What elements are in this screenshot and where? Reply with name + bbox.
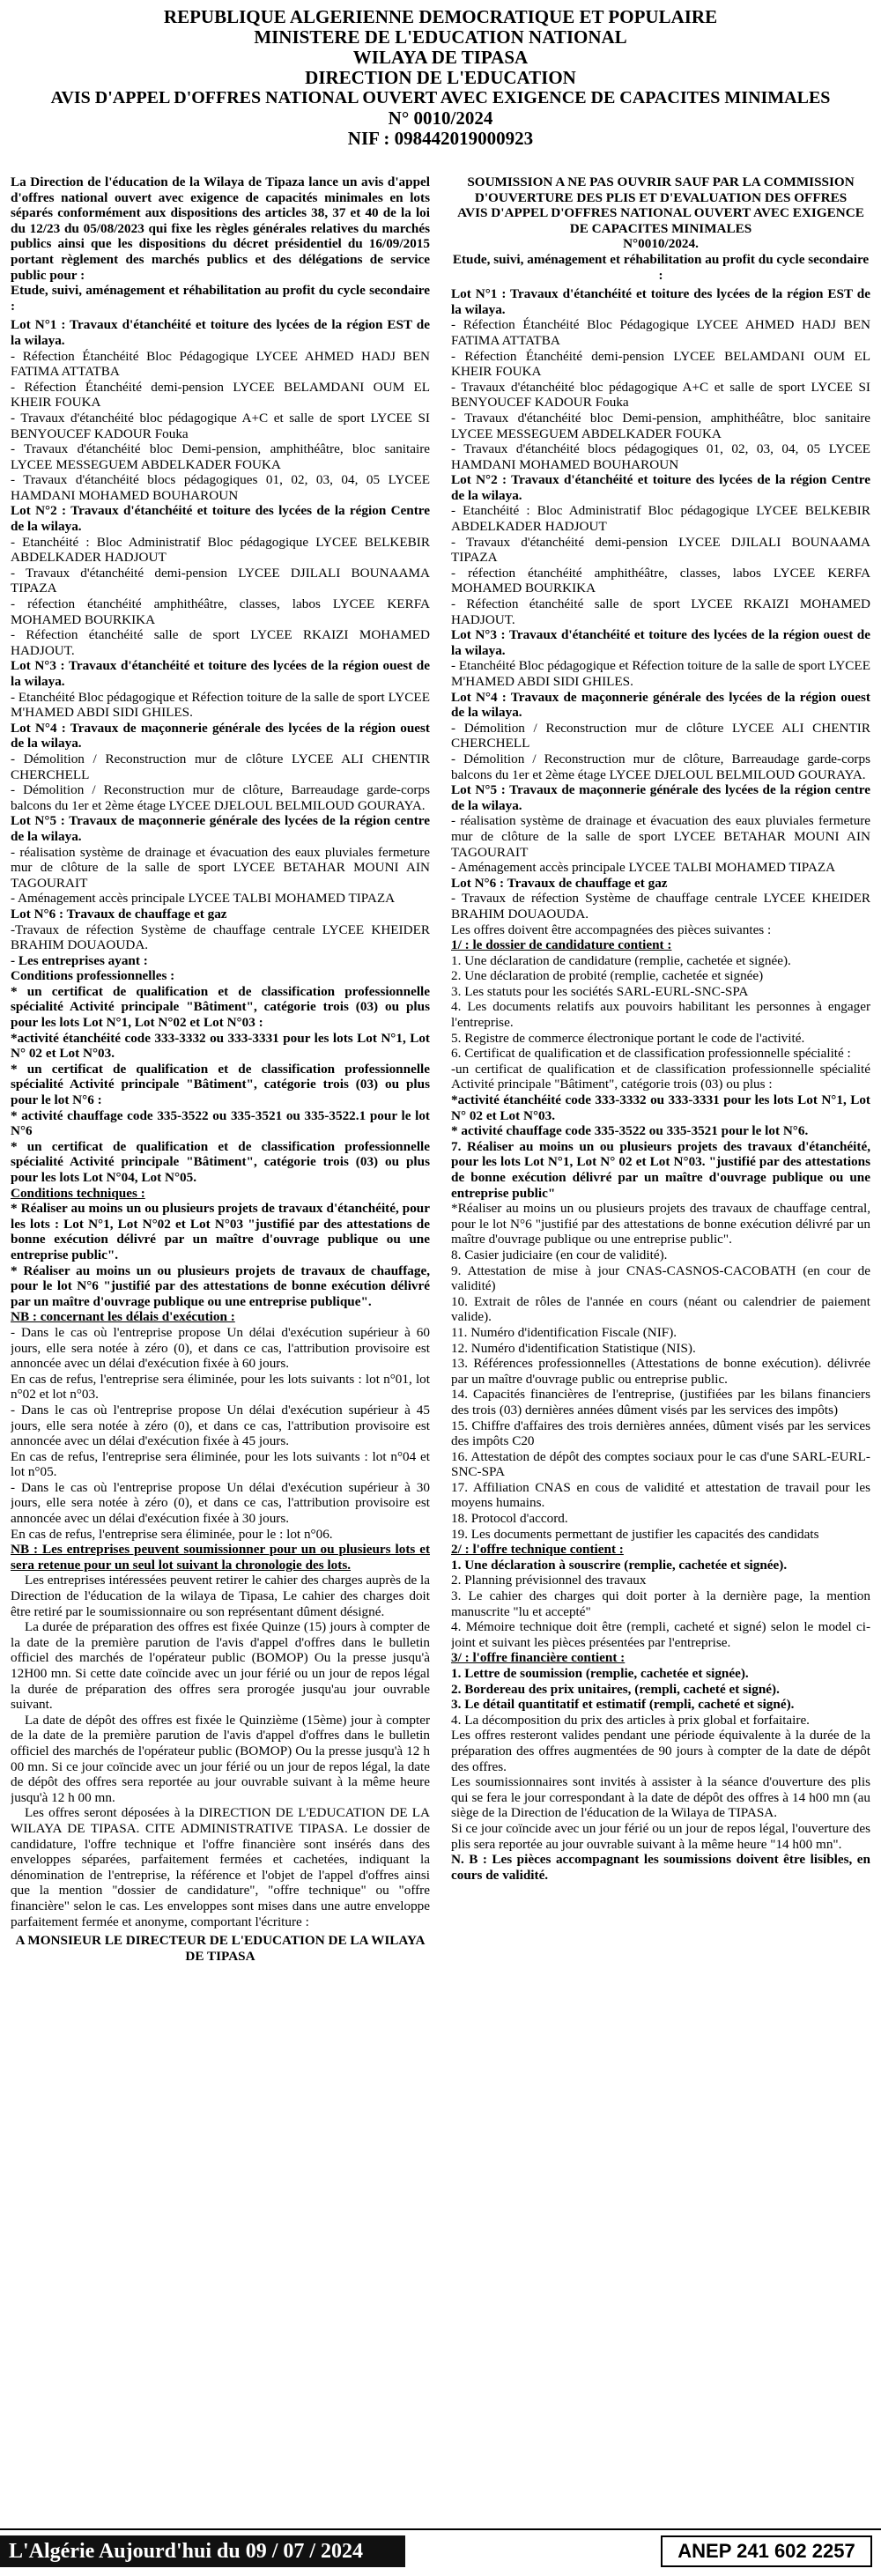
header-ministry: MINISTERE DE L'EDUCATION NATIONAL [254, 26, 627, 48]
right-paragraph: - Réfection Étanchéité Bloc Pédagogique LYCEE AHMED HADJ BEN FATIMA ATTATBA [451, 317, 870, 348]
right-paragraph: 2/ : l'offre technique contient : [451, 1542, 624, 1558]
right-paragraph: Lot N°2 : Travaux d'étanchéité et toiture des lycées de la région Centre de la wilaya. [451, 472, 870, 503]
left-paragraph: En cas de refus, l'entreprise sera éliminée, pour le : lot n°06. [11, 1526, 333, 1542]
right-paragraph: N. B : Les pièces accompagnant les soumissions doivent être lisibles, en cours de validité. [451, 1852, 870, 1883]
right-paragraph: 10. Extrait de rôles de l'année en cours (néant ou calendrier de paiement valide). [451, 1293, 870, 1325]
left-paragraph: - Réfection étanchéité salle de sport LYCEE RKAIZI MOHAMED HADJOUT. [11, 627, 430, 658]
notice-body [11, 174, 870, 2500]
left-column [11, 174, 430, 2500]
right-paragraph: *Réaliser au moins un ou plusieurs projets des travaux de chauffage central, pour le lot N°6 "justifié par des attestations de bonne exécution délivré par un maître d'ouvrage publique ou une entreprise public". [451, 1201, 870, 1247]
left-paragraph: * un certificat de qualification et de classification professionnelle spécialité Activité principale "Bâtiment", catégorie trois (03) ou plus pour les lots Lot N°04, Lot N°05. [11, 1138, 430, 1185]
right-paragraph: Les offres doivent être accompagnées des pièces suivantes : [451, 922, 772, 937]
left-paragraph: - Etanchéité Bloc pédagogique et Réfection toiture de la salle de sport LYCEE M'HAMED ABDI SIDI GHILES. [11, 689, 430, 721]
right-paragraph: 3. Le cahier des charges qui doit porter à la dernière page, la mention manuscrite "lu et accepté" [451, 1588, 870, 1619]
right-paragraph: - Etanchéité : Bloc Administratif Bloc pédagogique LYCEE BELKEBIR ABDELKADER HADJOUT [451, 503, 870, 535]
left-paragraph: - Travaux d'étanchéité bloc Demi-pension, amphithéâtre, bloc sanitaire LYCEE MESSEGUEM ABDELKADER FOUKA [11, 441, 430, 472]
right-paragraph: 8. Casier judiciaire (en cour de validité). [451, 1247, 668, 1262]
left-paragraph: *activité étanchéité code 333-3332 ou 333-3331 pour les lots Lot N°1, Lot N° 02 et Lot N°03. [11, 1030, 430, 1062]
right-paragraph: -un certificat de qualification et de classification professionnelle spécialité Activité principale "Bâtiment", catégorie trois (03) ou plus : [451, 1061, 870, 1092]
right-paragraph: - réalisation système de drainage et évacuation des eaux pluviales fermeture mur de clôture de la salle de sport LYCEE BETAHAR MOUNI AIN TAGOURAIT [451, 813, 870, 860]
left-paragraph: Lot N°4 : Travaux de maçonnerie générale des lycées de la région ouest de la wilaya. [11, 720, 430, 751]
left-paragraph: Etude, suivi, aménagement et réhabilitation au profit du cycle secondaire : [11, 283, 430, 314]
right-paragraph: 2. Bordereau des prix unitaires, (rempli, cacheté et signé). [451, 1681, 780, 1697]
left-paragraph: * Réaliser au moins un ou plusieurs projets de travaux d'étanchéité, pour les lots : Lot N°1, Lot N°02 et Lot N°03 "justifié par des attestations de bonne exécution délivré par un maître d'ouvrage publique ou une entreprise public". [11, 1201, 430, 1262]
left-paragraph: * activité chauffage code 335-3522 ou 335-3521 ou 335-3522.1 pour le lot N°6 [11, 1107, 430, 1139]
right-paragraph: Si ce jour coïncide avec un jour férié ou un jour de repos légal, l'ouverture des plis sera reportée au jour ouvrable suivant à la même heure "14 h00 mn". [451, 1820, 870, 1852]
left-paragraph: Conditions techniques : [11, 1185, 145, 1201]
right-paragraph: 1. Lettre de soumission (remplie, cachetée et signée). [451, 1666, 749, 1681]
right-paragraph: 1. Une déclaration de candidature (remplie, cachetée et signée). [451, 952, 791, 968]
left-paragraph: - Démolition / Reconstruction mur de clôture, Barreaudage garde-corps balcons du 1er et 2ème étage LYCEE DJELOUL BELMILOUD GOURAYA. [11, 782, 430, 813]
left-paragraph: La durée de préparation des offres est fixée Quinze (15) jours à compter de la date de la première parution de l'avis d'appel d'offres dans le bulletin officiel des marchés de l'opérateur public (BOMOP) Ou la presse jusqu'à 12H00 mn. Si cette date coïncide avec un jour férié ou un jour de repos légal la durée de préparation des offres sera prorogée jusqu'au jour ouvrable suivant. [11, 1619, 430, 1713]
right-paragraph: - Travaux d'étanchéité bloc Demi-pension, amphithéâtre, bloc sanitaire LYCEE MESSEGUEM ABDELKADER FOUKA [451, 410, 870, 441]
right-paragraph: - Réfection Étanchéité demi-pension LYCEE BELAMDANI OUM EL KHEIR FOUKA [451, 348, 870, 380]
left-paragraph: Conditions professionnelles : [11, 968, 175, 984]
right-paragraph: Lot N°4 : Travaux de maçonnerie générale des lycées de la région ouest de la wilaya. [451, 689, 870, 721]
right-paragraph: - Démolition / Reconstruction mur de clôture LYCEE ALI CHENTIR CHERCHELL [451, 720, 870, 751]
left-paragraph: * un certificat de qualification et de classification professionnelle spécialité Activité principale "Bâtiment", catégorie trois (03) ou plus pour le lot N°6 : [11, 1061, 430, 1108]
right-paragraph: 15. Chiffre d'affaires des trois dernières années, dûment visés par les services des impôts C20 [451, 1418, 870, 1449]
right-paragraph: 4. Les documents relatifs aux pouvoirs habilitant les personnes à engager l'entreprise. [451, 999, 870, 1031]
right-paragraph: 18. Protocol d'accord. [451, 1511, 568, 1527]
left-paragraph: Les entreprises intéressées peuvent retirer le cahier des charges auprès de la Direction de l'éducation de la wilaya de Tipasa, Le cahier des charges doit être retiré par le soumissionnaire ou son représentant dûment désigné. [11, 1573, 430, 1619]
left-paragraph: Les offres seront déposées à la DIRECTION DE L'EDUCATION DE LA WILAYA DE TIPASA. CITE ADMINISTRATIVE TIPASA. Le dossier de candidature, l'offre technique et l'offre financière sont insérés dans des enveloppes séparées, parfaitement fermées et cachetées, indiquant la dénomination de l'entreprise, la référence et l'objet de l'appel d'offres ainsi que la mention "dossier de candidature", "offre technique" ou "offre financière" selon le cas. Les enveloppes sont mises dans une autre enveloppe parfaitement fermée et anonyme, comportant l'écriture : [11, 1805, 430, 1929]
right-paragraph: Lot N°6 : Travaux de chauffage et gaz [451, 875, 668, 891]
right-paragraph: 3. Le détail quantitatif et estimatif (rempli, cacheté et signé). [451, 1697, 795, 1713]
right-paragraph: 2. Une déclaration de probité (remplie, cachetée et signée) [451, 968, 764, 984]
right-paragraph: 19. Les documents permettant de justifier les capacités des candidats [451, 1526, 819, 1542]
left-paragraph: * un certificat de qualification et de classification professionnelle spécialité Activité principale "Bâtiment", catégorie trois (03) ou plus pour les lots Lot N°1, Lot N°02 et Lot N°03 : [11, 983, 430, 1031]
right-paragraph: 7. Réaliser au moins un ou plusieurs projets des travaux d'étanchéité, pour les lots Lot N°1, Lot N° 02 et Lot N°03. "justifié par des attestations de bonne exécution délivré par un maître d'ouvrage publique ou une entreprise public" [451, 1138, 870, 1201]
right-paragraph: Lot N°5 : Travaux de maçonnerie générale des lycées de la région centre de la wilaya. [451, 782, 870, 813]
right-paragraph: 3/ : l'offre financière contient : [451, 1650, 626, 1666]
header-republic: REPUBLIQUE ALGERIENNE DEMOCRATIQUE ET POPULAIRE [163, 6, 718, 27]
right-paragraph: 11. Numéro d'identification Fiscale (NIF). [451, 1324, 677, 1340]
left-paragraph: - Réfection Étanchéité demi-pension LYCEE BELAMDANI OUM EL KHEIR FOUKA [11, 379, 430, 411]
left-paragraph: Lot N°6 : Travaux de chauffage et gaz [11, 906, 227, 922]
left-paragraph: En cas de refus, l'entreprise sera éliminée, pour les lots suivants : lot n°01, lot n°02 et lot n°03. [11, 1371, 430, 1403]
header-nif: NIF : 098442019000923 [347, 128, 534, 149]
left-paragraph: - réalisation système de drainage et évacuation des eaux pluviales fermeture mur de clôture de la salle de sport LYCEE BETAHAR MOUNI AIN TAGOURAIT [11, 844, 430, 891]
right-paragraph: - Démolition / Reconstruction mur de clôture, Barreaudage garde-corps balcons du 1er et 2ème étage LYCEE DJELOUL BELMILOUD GOURAYA. [451, 751, 870, 782]
right-paragraph: - Travaux d'étanchéité demi-pension LYCEE DJILALI BOUNAAMA TIPAZA [451, 534, 870, 566]
left-paragraph: - Réfection Étanchéité Bloc Pédagogique LYCEE AHMED HADJ BEN FATIMA ATTATBA [11, 348, 430, 380]
right-paragraph: 3. Les statuts pour les sociétés SARL-EURL-SNC-SPA [451, 983, 749, 999]
left-paragraph: Lot N°2 : Travaux d'étanchéité et toiture des lycées de la région Centre de la wilaya. [11, 503, 430, 535]
left-paragraph: - Les entreprises ayant : [11, 952, 148, 968]
left-paragraph: La date de dépôt des offres est fixée le Quinzième (15ème) jour à compter de la date de la première parution de l'avis d'appel d'offres dans le bulletin officiel des marchés de l'opérateur public (BOMOP) Ou la presse jusqu'à 12 h 00 mn. Si ce jour coïncide avec un jour férié ou un jour de repos légal, la date de dépôt des offres sera reportée au jour ouvrable suivant à la même heure jusqu'à 12 h 00 mn. [11, 1712, 430, 1805]
right-paragraph: *activité étanchéité code 333-3332 ou 333-3331 pour les lots Lot N°1, Lot N° 02 et Lot N°03. [451, 1092, 870, 1123]
right-paragraph: 14. Capacités financières de l'entreprise, (justifiées par les bilans financiers des trois (03) dernières années dûment visés par les services des impôts) [451, 1387, 870, 1418]
right-paragraph: 1. Une déclaration à souscrire (remplie, cachetée et signée). [451, 1557, 788, 1573]
left-paragraph: - réfection étanchéité amphithéâtre, classes, labos LYCEE KERFA MOHAMED BOURKIKA [11, 596, 430, 627]
left-paragraph: - Dans le cas où l'entreprise propose Un délai d'exécution supérieur à 45 jours, elle sera notée à zéro (0), et dans ce cas, l'attribution provisoire est annoncée avec un délai d'exécution fixée à 45 jours. [11, 1402, 430, 1449]
left-paragraph: -Travaux de réfection Système de chauffage centrale LYCEE KHEIDER BRAHIM DOUAOUDA. [11, 922, 430, 953]
right-paragraph: 12. Numéro d'identification Statistique (NIS). [451, 1340, 696, 1356]
right-paragraph: - réfection étanchéité amphithéâtre, classes, labos LYCEE KERFA MOHAMED BOURKIKA [451, 565, 870, 596]
right-paragraph: - Aménagement accès principale LYCEE TALBI MOHAMED TIPAZA [451, 860, 836, 876]
left-paragraph: Lot N°1 : Travaux d'étanchéité et toiture des lycées de la région EST de la wilaya. [11, 317, 430, 348]
right-paragraph: SOUMISSION A NE PAS OUVRIR SAUF PAR LA COMMISSION D'OUVERTURE DES PLIS ET D'EVALUATION DES OFFRES [467, 174, 855, 205]
header-number: N° 0010/2024 [388, 107, 493, 129]
left-paragraph: - Travaux d'étanchéité demi-pension LYCEE DJILALI BOUNAAMA TIPAZA [11, 565, 430, 596]
page-footer [0, 2528, 881, 2576]
left-paragraph: - Aménagement accès principale LYCEE TALBI MOHAMED TIPAZA [11, 891, 396, 907]
right-paragraph: 2. Planning prévisionnel des travaux [451, 1573, 647, 1588]
left-paragraph: Lot N°5 : Travaux de maçonnerie générale des lycées de la région centre de la wilaya. [11, 813, 430, 844]
right-paragraph: 4. Mémoire technique doit être (rempli, cacheté et signé) selon le model ci-joint et suivant les pièces présentées par l'entreprise. [451, 1619, 870, 1650]
right-paragraph: Les soumissionnaires sont invités à assister à la séance d'ouverture des plis qui se fera le jour correspondant à la date de dépôt des offres à 14 h00 mn (au siège de la Direction de l'éducation de la Wilaya de TIPASA. [451, 1774, 870, 1821]
right-paragraph: - Travaux de réfection Système de chauffage centrale LYCEE KHEIDER BRAHIM DOUAOUDA. [451, 891, 870, 922]
right-paragraph: 16. Attestation de dépôt des comptes sociaux pour le cas d'une SARL-EURL-SNC-SPA [451, 1448, 870, 1480]
right-paragraph: - Réfection étanchéité salle de sport LYCEE RKAIZI MOHAMED HADJOUT. [451, 596, 870, 627]
left-paragraph: - Dans le cas où l'entreprise propose Un délai d'exécution supérieur à 60 jours, elle sera notée à zéro (0), et dans ce cas, l'attribution provisoire est annoncée avec un délai d'exécution fixée à 60 jours. [11, 1324, 430, 1372]
header-avis-title: AVIS D'APPEL D'OFFRES NATIONAL OUVERT AVEC EXIGENCE DE CAPACITES MINIMALES [50, 88, 831, 107]
right-paragraph: 13. Références professionnelles (Attestations de bonne exécution). délivrée par un maître d'ouvrage public ou entreprise public. [451, 1356, 870, 1387]
left-paragraph: Lot N°3 : Travaux d'étanchéité et toiture des lycées de la région ouest de la wilaya. [11, 658, 430, 689]
left-paragraph: - Démolition / Reconstruction mur de clôture LYCEE ALI CHENTIR CHERCHELL [11, 751, 430, 782]
right-paragraph: - Travaux d'étanchéité blocs pédagogiques 01, 02, 03, 04, 05 LYCEE HAMDANI MOHAMED BOUHAROUN [451, 441, 870, 472]
right-paragraph: - Etanchéité Bloc pédagogique et Réfection toiture de la salle de sport LYCEE M'HAMED ABDI SIDI GHILES. [451, 658, 870, 689]
right-paragraph: Lot N°3 : Travaux d'étanchéité et toiture des lycées de la région ouest de la wilaya. [451, 627, 870, 658]
right-paragraph: Lot N°1 : Travaux d'étanchéité et toiture des lycées de la région EST de la wilaya. [451, 286, 870, 317]
left-paragraph: La Direction de l'éducation de la Wilaya de Tipaza lance un avis d'appel d'offres national ouvert avec exigence de capacités minimales en lots séparés conformément aux dispositions des articles 38, 37 et 40 de la loi du 12/23 du 05/08/2023 qui fixe les règles générales relatives du marchés publics ainsi que les dispositions du décret présidentiel du 16/09/2015 portant règlement des marchés publics et des délégations de service public pour : [11, 174, 430, 283]
left-paragraph: NB : concernant les délais d'exécution : [11, 1309, 235, 1325]
header-wilaya: WILAYA DE TIPASA [352, 47, 529, 68]
right-paragraph: 9. Attestation de mise à jour CNAS-CASNOS-CACOBATH (en cour de validité) [451, 1262, 870, 1294]
right-column [451, 174, 870, 2500]
newspaper-date-banner: L'Algérie Aujourd'hui du 09 / 07 / 2024 [0, 2535, 405, 2567]
header-direction: DIRECTION DE L'EDUCATION [305, 67, 576, 88]
notice-header [11, 7, 870, 149]
right-paragraph: 1/ : le dossier de candidature contient : [451, 937, 672, 953]
right-paragraph: - Travaux d'étanchéité bloc pédagogique A+C et salle de sport LYCEE SI BENYOUCEF KADOUR Fouka [451, 379, 870, 411]
left-paragraph: - Dans le cas où l'entreprise propose Un délai d'exécution supérieur à 30 jours, elle sera notée à zéro (0), et dans ce cas, l'attribution provisoire est annoncée avec un délai d'exécution fixée à 30 jours. [11, 1479, 430, 1527]
left-paragraph: - Travaux d'étanchéité blocs pédagogiques 01, 02, 03, 04, 05 LYCEE HAMDANI MOHAMED BOUHAROUN [11, 472, 430, 503]
right-paragraph: N°0010/2024. [623, 236, 699, 252]
left-paragraph: * Réaliser au moins un ou plusieurs projets de travaux de chauffage, pour le lot N°6 "justifié par des attestations de bonne exécution délivré par un maître d'ouvrage publique ou une entreprise publique". [11, 1262, 430, 1309]
left-paragraph: A MONSIEUR LE DIRECTEUR DE L'EDUCATION DE LA WILAYA DE TIPASA [15, 1933, 426, 1964]
left-paragraph: - Travaux d'étanchéité bloc pédagogique A+C et salle de sport LYCEE SI BENYOUCEF KADOUR Fouka [11, 410, 430, 441]
right-paragraph: Les offres resteront valides pendant une période équivalente à la durée de la préparation des offres augmentées de 90 jours à compter de la date de dépôt des offres. [451, 1728, 870, 1774]
right-paragraph: Etude, suivi, aménagement et réhabilitation au profit du cycle secondaire : [452, 251, 870, 283]
right-paragraph: AVIS D'APPEL D'OFFRES NATIONAL OUVERT AVEC EXIGENCE DE CAPACITES MINIMALES [457, 205, 864, 236]
right-paragraph: 17. Affiliation CNAS en cous de validité et attestation de travail pour les moyens humains. [451, 1479, 870, 1511]
right-paragraph: 5. Registre de commerce électronique portant le code de l'activité. [451, 1030, 805, 1046]
left-paragraph: NB : Les entreprises peuvent soumissionner pour un ou plusieurs lots et sera retenue pour un seul lot suivant la chronologie des lots. [11, 1542, 430, 1573]
right-paragraph: 4. La décomposition du prix des articles à prix global et forfaitaire. [451, 1712, 810, 1728]
left-paragraph: En cas de refus, l'entreprise sera éliminée, pour les lots suivants : lot n°04 et lot n°05. [11, 1448, 430, 1480]
right-paragraph: 6. Certificat de qualification et de classification professionnelle spécialité : [451, 1046, 851, 1062]
left-paragraph: - Etanchéité : Bloc Administratif Bloc pédagogique LYCEE BELKEBIR ABDELKADER HADJOUT [11, 534, 430, 566]
anep-reference: ANEP 241 602 2257 [661, 2535, 872, 2567]
right-paragraph: * activité chauffage code 335-3522 ou 335-3521 pour le lot N°6. [451, 1123, 809, 1139]
